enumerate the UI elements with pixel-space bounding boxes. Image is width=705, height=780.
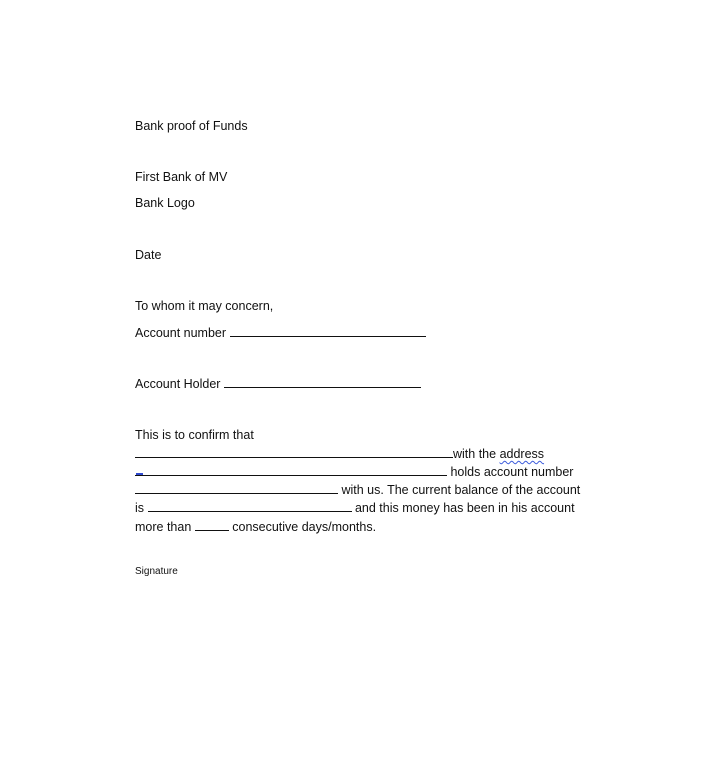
body-line-3 bbox=[135, 463, 573, 480]
body-line-5 bbox=[135, 499, 575, 516]
body-line-2 bbox=[135, 445, 544, 462]
body-line-1: This is to confirm that bbox=[135, 428, 254, 442]
greeting: To whom it may concern, bbox=[135, 299, 274, 313]
date-label: Date bbox=[135, 248, 162, 262]
account-number-label: Account number bbox=[135, 326, 227, 340]
body-line-6-text: consecutive days/months. bbox=[228, 520, 377, 534]
address-blank[interactable] bbox=[135, 463, 447, 476]
bank-name: First Bank of MV bbox=[135, 170, 228, 184]
body-line-6-prefix: more than bbox=[135, 520, 195, 534]
document-title: Bank proof of Funds bbox=[135, 119, 248, 133]
holder-account-number-blank[interactable] bbox=[135, 481, 338, 494]
body-line-5-text: and this money has been in his account bbox=[351, 501, 575, 515]
account-number-row bbox=[135, 324, 426, 341]
bank-logo-placeholder: Bank Logo bbox=[135, 196, 195, 210]
body-line-4 bbox=[135, 481, 580, 498]
account-holder-label: Account Holder bbox=[135, 377, 221, 391]
body-line-3-text: holds account number bbox=[447, 465, 574, 479]
balance-blank[interactable] bbox=[148, 499, 352, 512]
body-line-2-text: with the bbox=[453, 447, 500, 461]
body-line-5-prefix: is bbox=[135, 501, 148, 515]
account-number-blank[interactable] bbox=[230, 324, 426, 337]
body-line-4-text: with us. The current balance of the account bbox=[338, 483, 581, 497]
account-holder-row bbox=[135, 375, 421, 392]
account-holder-blank[interactable] bbox=[224, 375, 421, 388]
duration-blank[interactable] bbox=[195, 518, 229, 531]
body-line-6 bbox=[135, 518, 376, 535]
name-blank[interactable] bbox=[135, 445, 453, 458]
address-word: address bbox=[499, 447, 545, 461]
signature-label: Signature bbox=[135, 566, 178, 577]
